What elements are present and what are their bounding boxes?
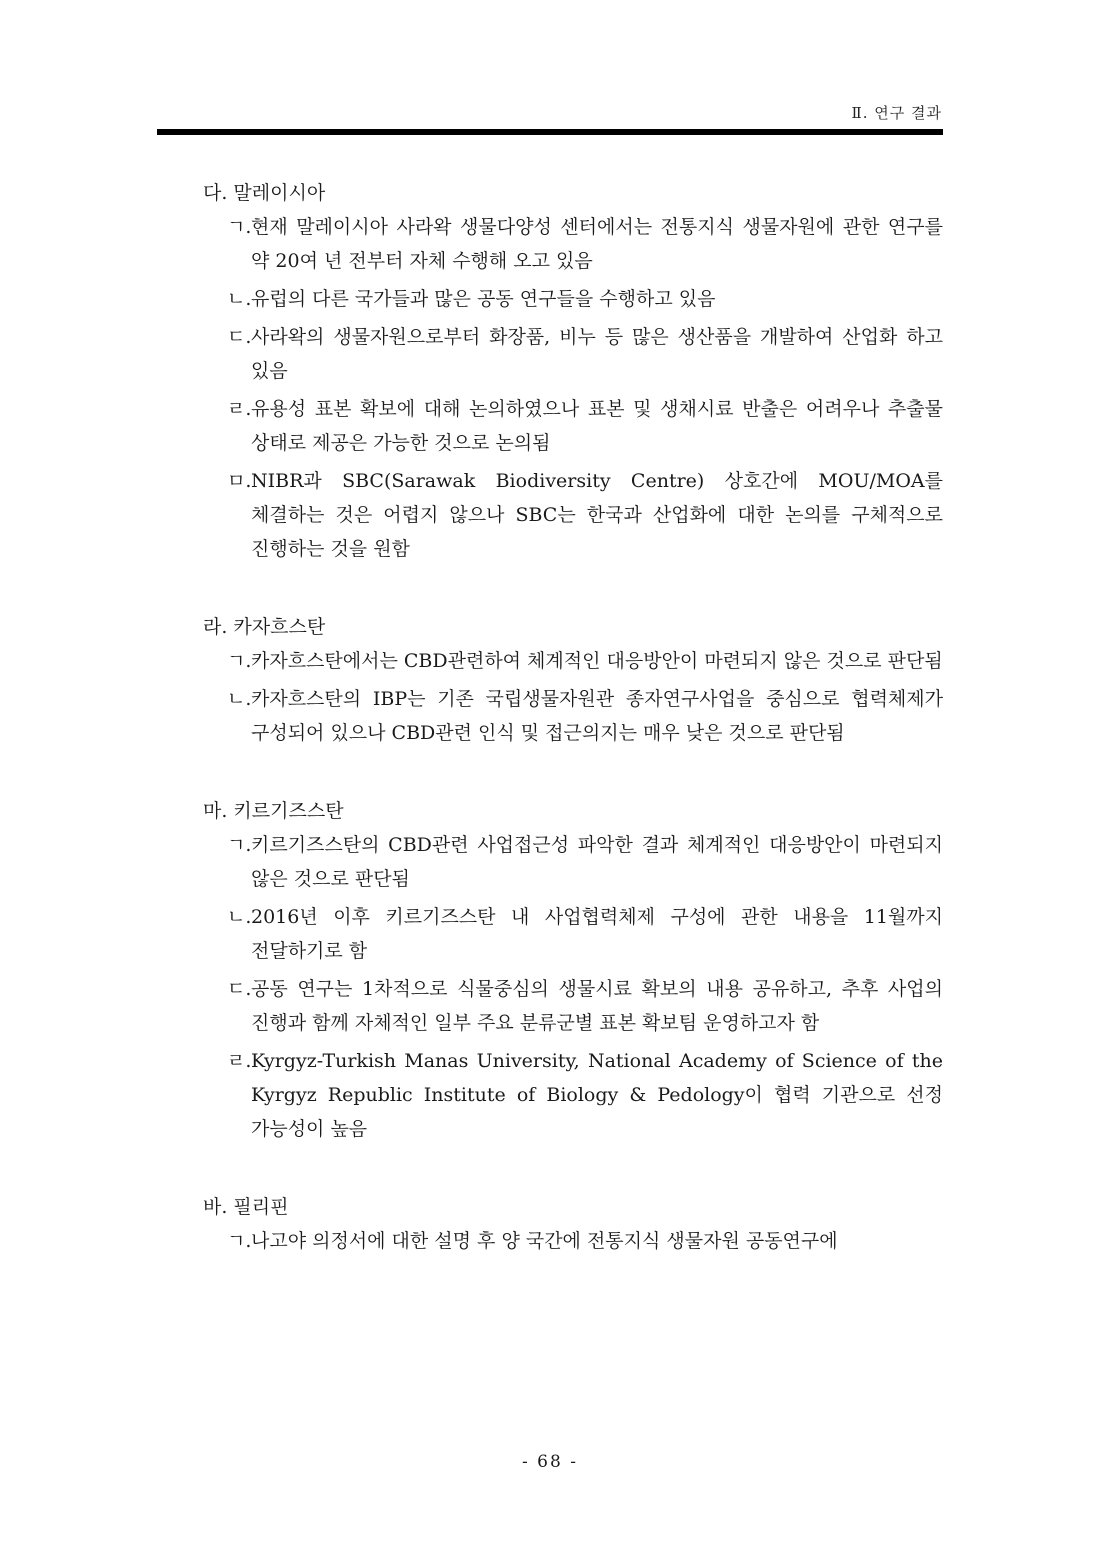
list-item-text: 카자흐스탄에서는 CBD관련하여 체계적인 대응방안이 마련되지 않은 것으로 판단됨 xyxy=(251,650,943,672)
list-item-text: 2016년 이후 키르기즈스탄 내 사업협력체제 구성에 관한 내용을 11월까지 전달하기로 함 xyxy=(251,906,943,962)
section-title: 바. 필리핀 xyxy=(203,1196,289,1218)
document-body xyxy=(157,176,943,1302)
list-item-text: Kyrgyz-Turkish Manas University, National Academy of Science of the Kyrgyz Republic Institute of Biology & Pedology이 협력 기관으로 선정 가능성이 높음 xyxy=(251,1050,943,1140)
list-item xyxy=(227,1044,943,1146)
list-item xyxy=(227,644,943,678)
list-item xyxy=(227,464,943,566)
list-marker: ㄴ. xyxy=(227,688,252,710)
list-marker: ㅁ. xyxy=(227,470,252,492)
page-number: - 68 - xyxy=(522,1452,578,1472)
list-marker: ㄴ. xyxy=(227,906,252,928)
list-marker: ㄹ. xyxy=(227,1050,252,1072)
list-item xyxy=(227,972,943,1040)
list-marker: ㄱ. xyxy=(227,834,252,856)
section-malaysia xyxy=(157,176,943,566)
list-marker: ㄱ. xyxy=(227,650,252,672)
list-item xyxy=(227,392,943,460)
list-item xyxy=(227,828,943,896)
list-item-text: 나고야 의정서에 대한 설명 후 양 국간에 전통지식 생물자원 공동연구에 xyxy=(251,1230,838,1252)
header-rule xyxy=(157,129,943,135)
list-item xyxy=(227,682,943,750)
list-marker: ㄱ. xyxy=(227,1230,252,1252)
list-marker: ㄹ. xyxy=(227,398,252,420)
list-item xyxy=(227,900,943,968)
list-item-text: 카자흐스탄의 IBP는 기존 국립생물자원관 종자연구사업을 중심으로 협력체제가 구성되어 있으나 CBD관련 인식 및 접근의지는 매우 낮은 것으로 판단됨 xyxy=(251,688,943,744)
list-marker: ㄴ. xyxy=(227,288,252,310)
list-item-text: 현재 말레이시아 사라왁 생물다양성 센터에서는 전통지식 생물자원에 관한 연구를 약 20여 년 전부터 자체 수행해 오고 있음 xyxy=(251,216,943,272)
list-item xyxy=(227,320,943,388)
section-kazakhstan xyxy=(157,610,943,750)
list-marker: ㄱ. xyxy=(227,216,252,238)
section-kyrgyzstan xyxy=(157,794,943,1146)
running-header: Ⅱ. 연구 결과 xyxy=(851,104,942,122)
list-item xyxy=(227,1224,943,1258)
list-marker: ㄷ. xyxy=(227,326,252,348)
list-item-text: 유용성 표본 확보에 대해 논의하였으나 표본 및 생채시료 반출은 어려우나 추출물 상태로 제공은 가능한 것으로 논의됨 xyxy=(251,398,943,454)
list-item xyxy=(227,282,943,316)
section-philippines xyxy=(157,1190,943,1258)
list-item-text: 공동 연구는 1차적으로 식물중심의 생물시료 확보의 내용 공유하고, 추후 사업의 진행과 함께 자체적인 일부 주요 분류군별 표본 확보팀 운영하고자 함 xyxy=(251,978,943,1034)
list-item-text: 키르기즈스탄의 CBD관련 사업접근성 파악한 결과 체계적인 대응방안이 마련되지 않은 것으로 판단됨 xyxy=(251,834,943,890)
list-item-text: 유럽의 다른 국가들과 많은 공동 연구들을 수행하고 있음 xyxy=(251,288,716,310)
list-item xyxy=(227,210,943,278)
section-title: 마. 키르기즈스탄 xyxy=(203,800,344,822)
list-item-text: 사라왁의 생물자원으로부터 화장품, 비누 등 많은 생산품을 개발하여 산업화 하고 있음 xyxy=(251,326,943,382)
section-title: 다. 말레이시아 xyxy=(203,182,326,204)
list-marker: ㄷ. xyxy=(227,978,252,1000)
list-item-text: NIBR과 SBC(Sarawak Biodiversity Centre) 상호간에 MOU/MOA를 체결하는 것은 어렵지 않으나 SBC는 한국과 산업화에 대한 논의를 구체적으로 진행하는 것을 원함 xyxy=(251,470,943,560)
section-title: 라. 카자흐스탄 xyxy=(203,616,326,638)
